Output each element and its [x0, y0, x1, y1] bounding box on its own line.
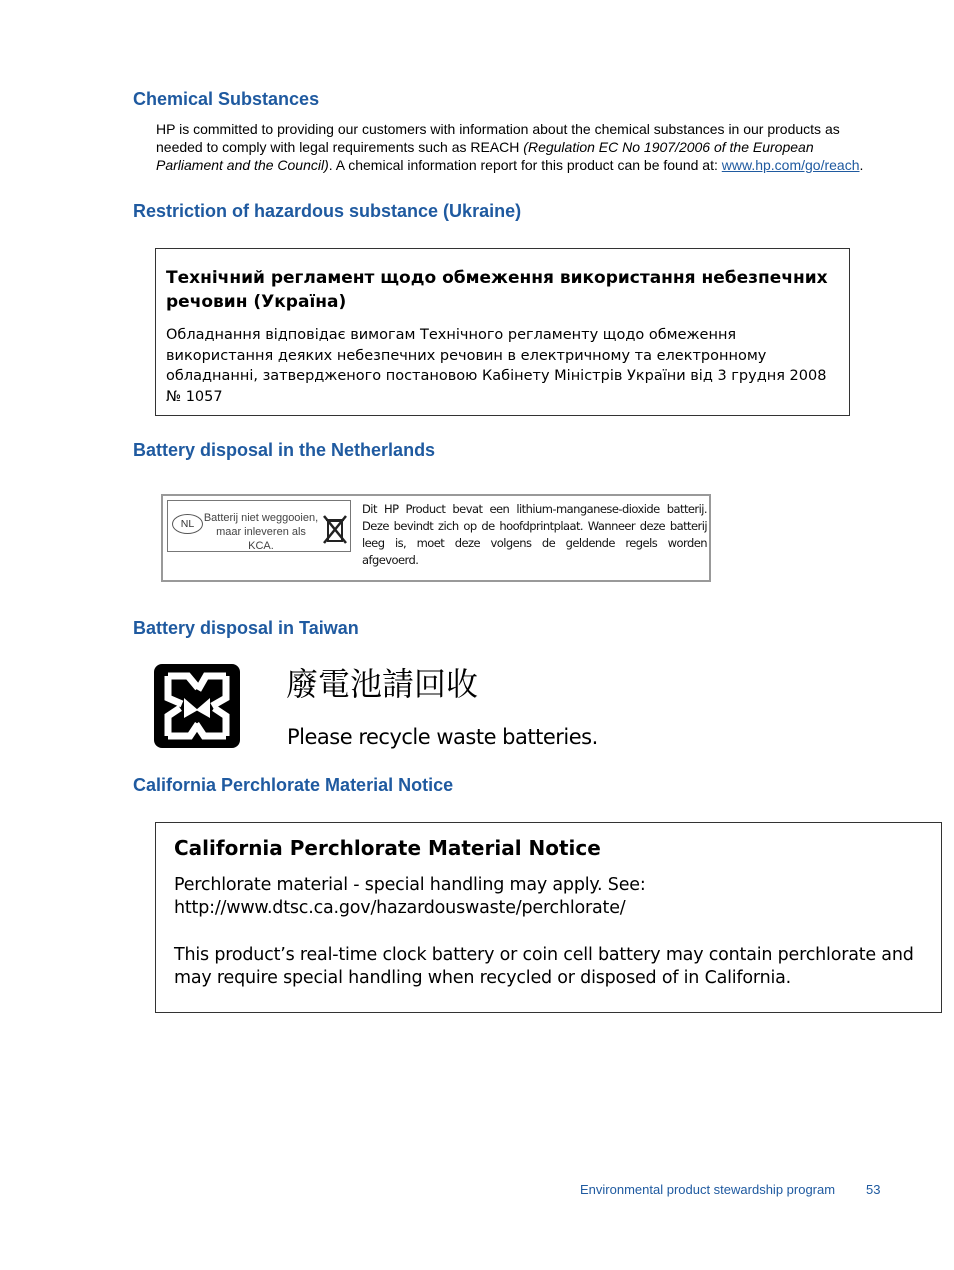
chemical-text-1: HP is committed to providing our customers with information about the chemical substances in our products as needed to comply with legal requirements such as REACH: [156, 121, 840, 155]
chemical-text-end: .: [859, 157, 864, 173]
heading-california-perchlorate: California Perchlorate Material Notice: [133, 775, 454, 795]
chemical-paragraph: [156, 120, 868, 174]
chemical-regulation-italic: (Regulation EC No 1907/2006 of the European Parliament and the Council): [156, 139, 814, 173]
ukraine-box-text: Обладнання відповідає вимогам Технічного регламенту щодо обмеження використання деяких небезпечних речовин в електричному та електронному обладнанні, затвердженого постановою Кабінету Міністрів України від 3 грудня 2008 № 1057: [166, 327, 827, 405]
ukraine-box-title: Технічний регламент щодо обмеження використання небезпечних речовин (Україна): [166, 268, 828, 312]
taiwan-chinese-text: 廢電池請回收: [286, 665, 479, 703]
nl-country-badge: NL: [172, 514, 203, 534]
footer-page-number: 53: [866, 1182, 881, 1197]
crossed-bin-icon: [321, 512, 349, 546]
heading-battery-taiwan: Battery disposal in Taiwan: [133, 618, 359, 638]
netherlands-battery-label: [161, 494, 711, 582]
ukraine-regulation-box: [155, 248, 850, 416]
california-notice-box: [155, 822, 942, 1013]
netherlands-battery-text: Dit HP Product bevat een lithium-manganese-dioxide batterij. Deze bevindt zich op de hoofdprintplaat. Wanneer deze batterij leeg is, moet deze volgens de geldende regels worden afgevoerd.: [362, 502, 707, 567]
footer-section-title: Environmental product stewardship program: [580, 1182, 836, 1197]
heading-chemical-substances: Chemical Substances: [133, 89, 320, 109]
california-paragraph-1: Perchlorate material - special handling may apply. See: http://www.dtsc.ca.gov/hazardouswaste/perchlorate/: [174, 875, 646, 918]
netherlands-kca-panel: [167, 500, 351, 552]
california-paragraph-2: This product’s real-time clock battery or coin cell battery may contain perchlorate and may require special handling when recycled or disposed of in California.: [174, 945, 914, 988]
taiwan-recycle-logo-icon: [154, 664, 240, 748]
chemical-text-2: . A chemical information report for this product can be found at:: [328, 157, 722, 173]
heading-ukraine-restriction: Restriction of hazardous substance (Ukraine): [133, 201, 522, 221]
hp-reach-link[interactable]: www.hp.com/go/reach: [721, 157, 860, 173]
taiwan-english-text: Please recycle waste batteries.: [287, 725, 598, 749]
netherlands-kca-text: Batterij niet weggooien, maar inleveren als KCA.: [203, 512, 319, 552]
heading-battery-netherlands: Battery disposal in the Netherlands: [133, 440, 436, 460]
california-box-title: California Perchlorate Material Notice: [174, 836, 601, 860]
